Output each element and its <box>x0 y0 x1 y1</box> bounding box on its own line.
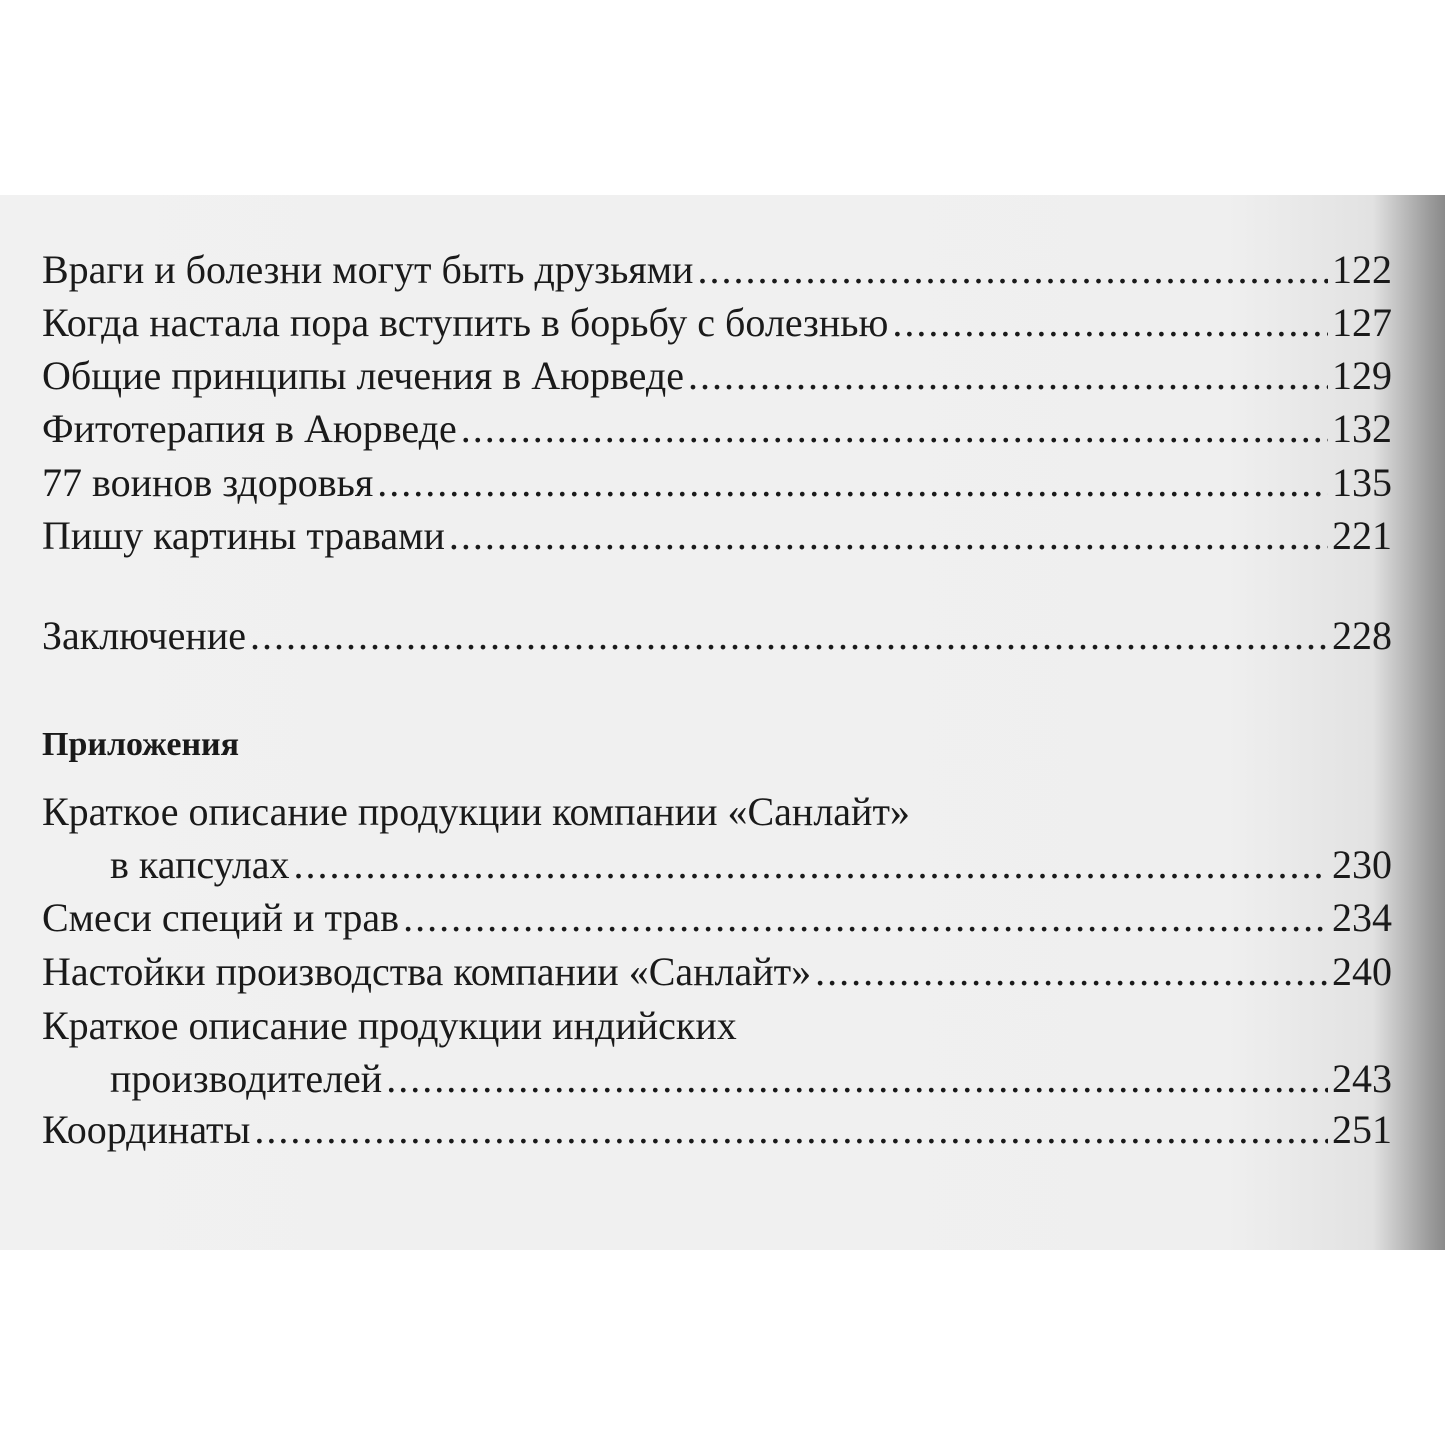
toc-entry[interactable] <box>42 246 1392 294</box>
entry-title: Настойки производства компании «Санлайт» <box>42 949 812 994</box>
entry-page: 228 <box>1332 613 1392 658</box>
toc-entry[interactable] <box>42 299 1392 347</box>
toc-entry[interactable] <box>42 352 1392 400</box>
entry-title: Смеси специй и трав <box>42 895 400 940</box>
entry-page: 221 <box>1332 513 1392 558</box>
entry-title: Координаты <box>42 1107 251 1152</box>
toc-entry[interactable] <box>42 948 1392 996</box>
entry-title-line2: в капсулах <box>110 842 290 887</box>
toc-entry[interactable] <box>42 894 1392 942</box>
entry-title: 77 воинов здоровья <box>42 460 374 505</box>
toc-entry[interactable] <box>42 1106 1392 1154</box>
entry-page: 122 <box>1332 247 1392 292</box>
dot-leader <box>377 459 1328 507</box>
entry-title: Враги и болезни могут быть друзьями <box>42 247 694 292</box>
dot-leader <box>386 1055 1328 1103</box>
entry-page: 251 <box>1332 1107 1392 1152</box>
dot-leader <box>403 894 1328 942</box>
toc-entry[interactable] <box>42 1055 1392 1103</box>
entry-title: Когда настала пора вступить в борьбу с болезнью <box>42 300 889 345</box>
toc-entry[interactable] <box>42 405 1392 453</box>
dot-leader <box>688 352 1328 400</box>
entry-title: Заключение <box>42 613 246 658</box>
dot-leader <box>461 405 1328 453</box>
entry-page: 129 <box>1332 353 1392 398</box>
dot-leader <box>250 612 1328 660</box>
toc-entry[interactable] <box>42 459 1392 507</box>
entry-title: Фитотерапия в Аюрведе <box>42 406 457 451</box>
entry-page: 135 <box>1332 460 1392 505</box>
entry-title-line2: производителей <box>110 1056 383 1101</box>
toc-entry[interactable] <box>42 512 1392 560</box>
dot-leader <box>254 1106 1328 1154</box>
entry-page: 132 <box>1332 406 1392 451</box>
entry-page: 127 <box>1332 300 1392 345</box>
dot-leader <box>697 246 1328 294</box>
entry-title: Общие принципы лечения в Аюрведе <box>42 353 684 398</box>
entry-page: 240 <box>1332 949 1392 994</box>
dot-leader <box>892 299 1328 347</box>
dot-leader <box>449 512 1328 560</box>
toc-entry[interactable] <box>42 841 1392 889</box>
entry-title-line1[interactable]: Краткое описание продукции компании «Санлайт» <box>42 789 910 834</box>
entry-page: 234 <box>1332 895 1392 940</box>
dot-leader <box>294 841 1328 889</box>
entry-title-line1[interactable]: Краткое описание продукции индийских <box>42 1003 737 1048</box>
entry-page: 243 <box>1332 1056 1392 1101</box>
entry-title: Пишу картины травами <box>42 513 445 558</box>
section-heading: Приложения <box>42 726 240 763</box>
entry-page: 230 <box>1332 842 1392 887</box>
toc-entry-conclusion[interactable] <box>42 612 1392 660</box>
dot-leader <box>815 948 1328 996</box>
